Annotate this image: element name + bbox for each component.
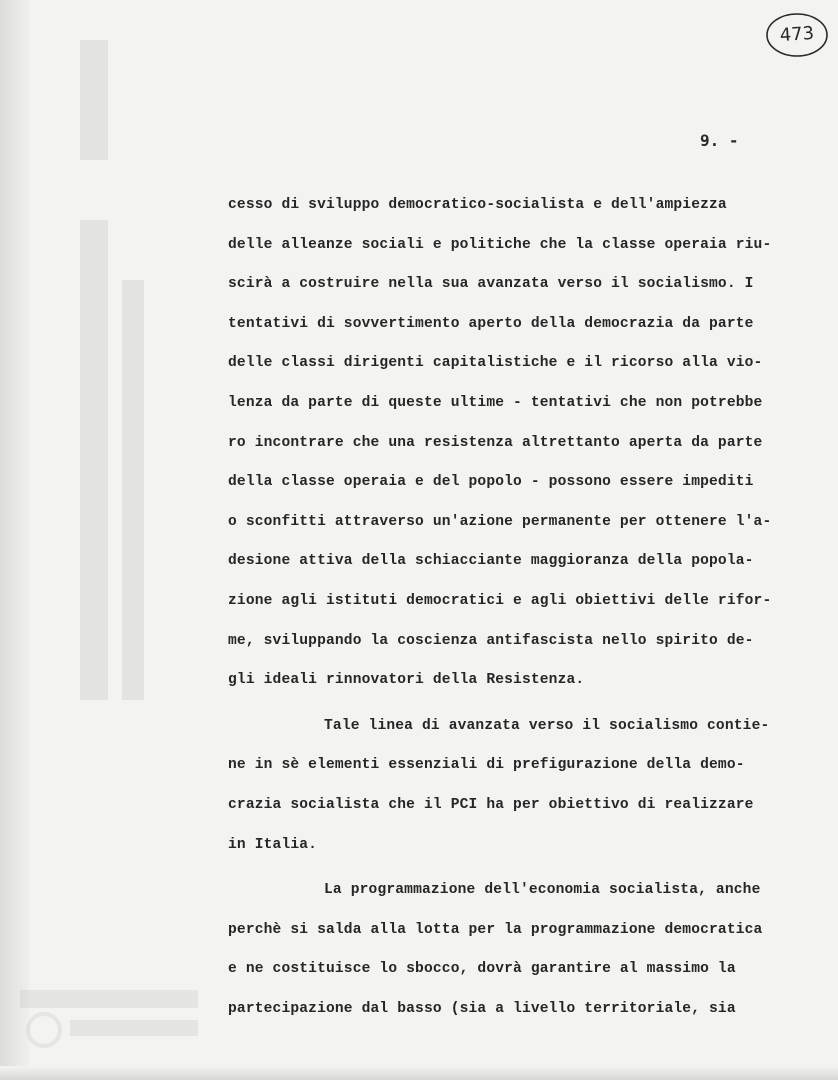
text-line: cesso di sviluppo democratico-socialista e dell'ampiezza: [228, 197, 727, 213]
paragraph-2: [228, 707, 818, 865]
bleed-through-shadow: [60, 40, 160, 1040]
text-line: desione attiva della schiacciante maggioranza della popola-: [228, 553, 754, 570]
text-line: della classe operaia e del popolo - possono essere impediti: [228, 474, 754, 491]
text-line: ro incontrare che una resistenza altrettanto aperta da parte: [228, 434, 763, 451]
text-line: in Italia.: [228, 836, 318, 853]
text-line: o sconfitti attraverso un'azione permanente per ottenere l'a-: [228, 513, 772, 530]
text-line: crazia socialista che il PCI ha per obiettivo di realizzare: [228, 796, 754, 813]
text-line: e ne costituisce lo sbocco, dovrà garantire al massimo la: [228, 961, 736, 978]
text-line: me, sviluppando la coscienza antifascista nello spirito de-: [228, 632, 754, 649]
text-line: partecipazione dal basso (sia a livello territoriale, sia: [228, 1000, 736, 1017]
archive-number: 473: [779, 22, 815, 47]
paragraph-3: [228, 871, 818, 1029]
text-line: ne in sè elementi essenziali di prefigurazione della demo-: [228, 757, 745, 774]
text-line: zione agli istituti democratici e agli obiettivi delle rifor-: [228, 592, 772, 609]
text-line: delle alleanze sociali e politiche che la classe operaia riu-: [228, 236, 772, 253]
text-line: perchè si salda alla lotta per la programmazione democratica: [228, 921, 763, 938]
text-line: gli ideali rinnovatori della Resistenza.: [228, 672, 585, 689]
text-line: tentativi di sovvertimento aperto della democrazia da parte: [228, 315, 754, 332]
scan-left-edge: [0, 0, 30, 1080]
typed-body-text: [228, 186, 818, 1029]
scan-bottom-edge: [0, 1066, 838, 1080]
page-number: 9. -: [700, 131, 739, 150]
text-line: delle classi dirigenti capitalistiche e il ricorso alla vio-: [228, 355, 763, 372]
archive-watermark-logo-icon: [14, 980, 204, 1050]
text-line: La programmazione dell'economia socialista, anche: [324, 882, 761, 899]
text-line: scirà a costruire nella sua avanzata verso il socialismo. I: [228, 276, 754, 293]
text-line: Tale linea di avanzata verso il socialismo contie-: [324, 717, 770, 734]
text-line: lenza da parte di queste ultime - tentativi che non potrebbe: [228, 394, 763, 411]
paragraph-1: [228, 186, 818, 701]
